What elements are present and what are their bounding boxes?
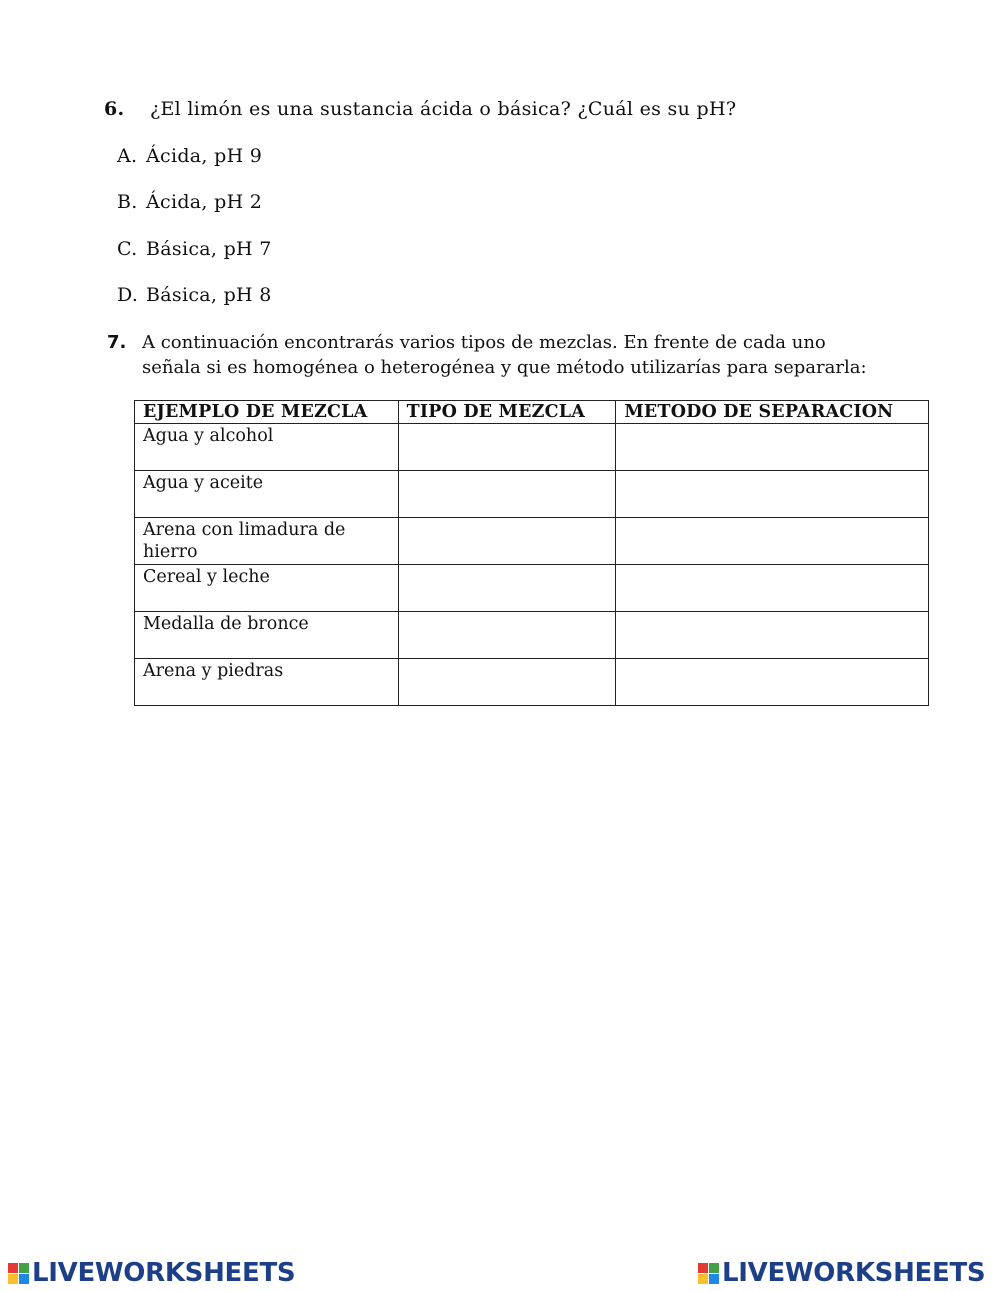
option-d[interactable] bbox=[117, 284, 272, 306]
option-text: Ácida, pH 2 bbox=[146, 191, 263, 213]
example-cell: Cereal y leche bbox=[135, 565, 399, 612]
type-answer-cell[interactable] bbox=[398, 659, 616, 706]
table-row bbox=[135, 612, 929, 659]
option-letter: D. bbox=[117, 284, 139, 306]
method-answer-cell[interactable] bbox=[616, 424, 929, 471]
method-answer-cell[interactable] bbox=[616, 518, 929, 565]
type-answer-cell[interactable] bbox=[398, 471, 616, 518]
question-7-line-2: señala si es homogénea o heterogénea y que método utilizarías para separarla: bbox=[142, 357, 867, 378]
option-c[interactable] bbox=[117, 238, 272, 260]
liveworksheets-mark-icon bbox=[8, 1263, 29, 1284]
method-answer-cell[interactable] bbox=[616, 659, 929, 706]
example-cell: Agua y alcohol bbox=[135, 424, 399, 471]
liveworksheets-logo-left bbox=[8, 1258, 295, 1288]
example-cell: Medalla de bronce bbox=[135, 612, 399, 659]
type-answer-cell[interactable] bbox=[398, 424, 616, 471]
table-row bbox=[135, 471, 929, 518]
logo-text: LIVEWORKSHEETS bbox=[32, 1258, 296, 1288]
option-text: Básica, pH 7 bbox=[146, 238, 272, 260]
option-letter: A. bbox=[117, 145, 138, 167]
mixtures-table bbox=[134, 400, 929, 706]
option-text: Básica, pH 8 bbox=[146, 284, 272, 306]
method-answer-cell[interactable] bbox=[616, 471, 929, 518]
header-type: TIPO DE MEZCLA bbox=[398, 401, 616, 424]
option-letter: C. bbox=[117, 238, 138, 260]
table-header-row bbox=[135, 401, 929, 424]
option-text: Ácida, pH 9 bbox=[146, 145, 263, 167]
type-answer-cell[interactable] bbox=[398, 518, 616, 565]
liveworksheets-mark-icon bbox=[698, 1263, 719, 1284]
header-example: EJEMPLO DE MEZCLA bbox=[135, 401, 399, 424]
option-b[interactable] bbox=[117, 191, 262, 213]
option-letter: B. bbox=[117, 191, 138, 213]
question-6-text: ¿El limón es una sustancia ácida o básica? ¿Cuál es su pH? bbox=[150, 98, 737, 120]
liveworksheets-logo-right bbox=[698, 1258, 985, 1288]
type-answer-cell[interactable] bbox=[398, 612, 616, 659]
question-6-number: 6. bbox=[104, 98, 125, 120]
type-answer-cell[interactable] bbox=[398, 565, 616, 612]
header-method: METODO DE SEPARACION bbox=[616, 401, 929, 424]
question-7-line-1: A continuación encontrarás varios tipos de mezclas. En frente de cada uno bbox=[142, 332, 826, 353]
table-row bbox=[135, 565, 929, 612]
example-cell: Arena con limadura de hierro bbox=[135, 518, 399, 565]
method-answer-cell[interactable] bbox=[616, 612, 929, 659]
question-7-number: 7. bbox=[107, 332, 127, 353]
method-answer-cell[interactable] bbox=[616, 565, 929, 612]
example-cell: Arena y piedras bbox=[135, 659, 399, 706]
table-row bbox=[135, 518, 929, 565]
option-a[interactable] bbox=[117, 145, 262, 167]
logo-text: LIVEWORKSHEETS bbox=[722, 1258, 986, 1288]
question-7 bbox=[107, 330, 927, 380]
example-cell: Agua y aceite bbox=[135, 471, 399, 518]
table-row bbox=[135, 424, 929, 471]
question-6 bbox=[104, 98, 904, 120]
table-row bbox=[135, 659, 929, 706]
